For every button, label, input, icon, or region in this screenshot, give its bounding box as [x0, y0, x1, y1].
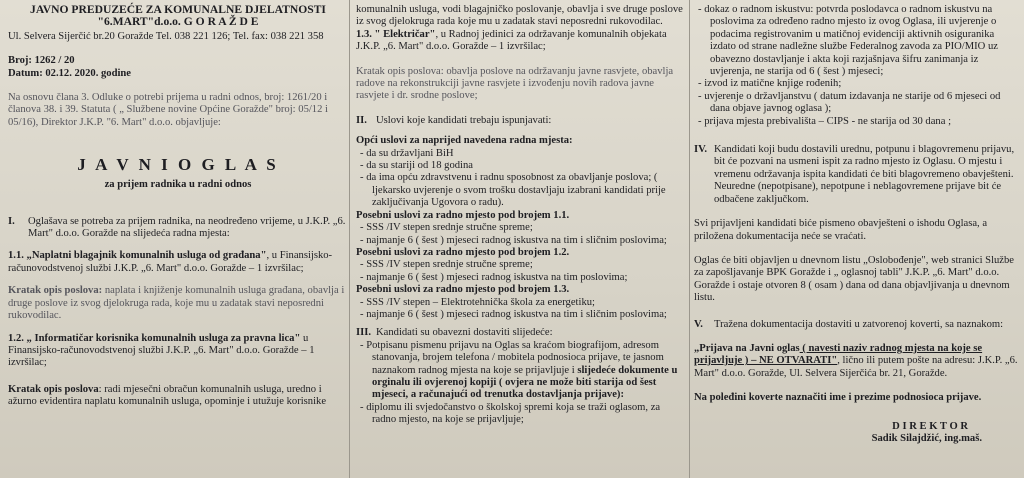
list-item: - Potpisanu pismenu prijavu na Oglas sa kraćom biografijom, adresom stanovanja, brojem telefona / mobitela podnosioca prijave, te jasnom naznakom radnog mjesta na koje se prijavljuje i slijedeće dokumente u orginalu ili ovjerenoj kopiji ( ovjera ne može biti starija od šest mjeseci, a računajući od trenutka dostavljanja prijave):: [360, 339, 678, 401]
list-item: - da su državljani BiH: [360, 147, 454, 159]
description-1: Kratak opis poslova: naplata i knjiženje komunalnih usluga građana, obavlja i druge poslove iz svog djelokruga rada, koje mu u zadatak stavi neposredni rukovodilac.: [8, 285, 345, 322]
column-middle: [356, 0, 686, 478]
description-3: Kratak opis poslova: obavlja poslove na održavanju javne rasvjete, obavlja radove na rekonstrukciji javne rasvjete i izvođenju novih radova javne rasvjete i dr. srodne poslove;: [356, 65, 674, 102]
intro-text: Na osnovu člana 3. Odluke o potrebi prijema u radni odnos, broj: 1261/20 i članova 38. i 39. Statuta ( „ Službene novine Općine Goražde" broj: 05/12 i 05/16), Direktor J.K.P. "6. Mart" d.o.o. objavljuje:: [8, 92, 328, 128]
list-item: - najmanje 6 ( šest ) mjeseci radnog iskustva na tim i sličnim poslovima;: [360, 308, 667, 320]
documents-list: [694, 4, 1020, 128]
general-conditions-title: Opći uslovi za naprijed navedena radna mjesta:: [356, 135, 573, 147]
special-conditions-1-1-title: Posebni uslovi za radno mjesto pod brojem 1.1.: [356, 209, 570, 221]
section-4-note: Neuredne (nepotpisane), nepotpune i neblagovremene prijave bit će odbačene zaključkom.: [714, 181, 1002, 205]
list-item: - SSS /IV stepen srednje stručne spreme;: [360, 259, 533, 271]
section-number: I.: [8, 215, 15, 227]
list-item: - najmanje 6 ( šest ) mjeseci radnog iskustva na tim i sličnim poslovima;: [360, 234, 667, 246]
org-address: Ul. Selvera Sijerčić br.20 Goražde Tel. 038 221 126; Tel. fax: 038 221 358: [8, 30, 324, 42]
notification-text: Svi prijavljeni kandidati biće pismeno obavješteni o ishodu Oglasa, a priložena dokumentacija neće se vraćati.: [694, 218, 988, 242]
section-5: V. Tražena dokumentacija dostaviti u zatvorenoj koverti, sa naznakom:: [694, 318, 1004, 330]
column-divider: [689, 0, 690, 478]
list-item: - da su stariji od 18 godina: [360, 160, 473, 172]
column-left: [8, 0, 348, 478]
column-divider: [349, 0, 350, 478]
special-conditions-1-2-title: Posebni uslovi za radno mjesto pod brojem 1.2.: [356, 246, 570, 258]
list-item: - SSS /IV stepen – Elektrotehnička škola za energetiku;: [360, 296, 595, 308]
position-1-2: 1.2. „ Informatičar korisnika komunalnih usluga za pravna lica" u Finansijsko-računovodstvenoj službi J.K.P. „6. Mart" d.o.o. Goražde – 1 izvršilac;: [8, 332, 315, 369]
special-conditions-1-3-title: Posebni uslovi za radno mjesto pod brojem 1.3.: [356, 284, 570, 296]
doc-number: Broj: 1262 / 20: [8, 55, 75, 67]
section-2: II. Uslovi koje kandidati trebaju ispunjavati:: [356, 114, 552, 126]
notice-subtitle: za prijem radnika u radni odnos: [104, 179, 252, 191]
list-item: - dokaz o radnom iskustvu: potvrda poslodavca o radnom iskustvu na poslovima za određeno radno mjesto iz ovog Oglasa, ili uvjerenje o podacima registrovanim u matičnoj evidenciji aktivnih osiguranika izdato od strane nadležne službe Federalnog zavoda za PIO/MIO uz obavezno dostavljanje i akta koji razjašnjava šifru zanimanja iz uvjerenja, ne starija od 6 ( šest ) mjeseci;: [698, 4, 998, 78]
description-2: Kratak opis poslova: radi mjesečni obračun komunalnih usluga, uredno i ažurno evidentira naplatu komunalnih usluga, opominje i utužuje korisnike: [8, 383, 327, 408]
list-item: - diplomu ili svjedočanstvo o školskoj spremi koja se traži oglasom, za radno mjesto, na koje se prijavljuje;: [360, 401, 661, 426]
org-name: JAVNO PREDUZEĆE ZA KOMUNALNE DJELATNOSTI: [30, 3, 326, 16]
list-item: - prijava mjesta prebivališta – CIPS - ne starija od 30 dana ;: [698, 115, 952, 127]
position-1-1: 1.1. „Naplatni blagajnik komunalnih usluga od građana", u Finansijsko-računovodstvenoj službi J.K.P. „6. Mart" d.o.o. Goražde – 1 izvršilac;: [8, 250, 333, 274]
signature-title: D I R E K T O R: [892, 420, 968, 432]
list-item: - najmanje 6 ( šest ) mjeseci radnog iskustva na tim poslovima;: [360, 271, 628, 283]
envelope-label: „Prijava na Javni oglas ( navesti naziv radnog mjesta na koje se prijavljuje ) – NE OTVARATI", lično ili putem pošte na adresu: J.K.P. „6. Mart" d.o.o. Goražde, Ul. Selvera Sijerčića br. 21, Goražde.: [694, 342, 1018, 379]
section-1: I. Oglašava se potreba za prijem radnika, na neodređeno vrijeme, u J.K.P. „6. Mart" d.o.o. Goražde na slijedeća radna mjesta:: [8, 215, 346, 240]
position-1-3: 1.3. " Električar", u Radnoj jedinici za održavanje komunalnih objekata J.K.P. „6. Mart" d.o.o. Goražde – 1 izvršilac;: [356, 28, 667, 53]
org-name-short: "6.MART"d.o.o. G O R A Ž D E: [97, 15, 259, 29]
description-2-cont: komunalnih usluga, vodi blagajničko poslovanje, obavlja i sve druge poslove iz svog djelokruga rada koje mu u zadatak stavi neposredni rukovodilac.: [356, 4, 683, 28]
signature-name: Sadik Silajdžić, ing.maš.: [871, 432, 982, 444]
list-item: - SSS /IV stepen srednje stručne spreme;: [360, 222, 533, 234]
envelope-back-note: Na poleđini koverte naznačiti ime i prezime podnosioca prijave.: [694, 392, 982, 404]
list-item: - uvjerenje o državljanstvu ( datum izdavanja ne starije od 6 mjeseci od dana objave javnog oglasa );: [698, 90, 1001, 115]
section-3: III. Kandidati su obavezni dostaviti slijedeće:: [356, 327, 553, 339]
publication-text: Oglas će biti objavljen u dnevnom listu „Oslobođenje", web stranici Službe za zapošljavanje BPK Goražde i „ oglasnoj tabli" J.K.P. „6. Mart" d.o.o. Goražde i ostaje otvoren 8 ( osam ) dana od dana objavljivanja u dnevnom listu.: [694, 254, 1015, 304]
doc-date: Datum: 02.12. 2020. godine: [8, 67, 132, 79]
list-item: - izvod iz matične knjige rođenih;: [698, 78, 842, 90]
column-right: [694, 0, 1020, 478]
general-conditions-list: [356, 148, 686, 210]
section-4: IV. Kandidati koji budu dostavili urednu, potpunu i blagovremenu prijavu, bit će pozvani na usmeni ispit za radno mjesto iz Oglasu. O mjestu i vremenu održavanja ispita kandidati će biti blagovremeno obavješteni.: [694, 144, 1015, 180]
list-item: - da ima opću zdravstvenu i radnu sposobnost za obavljanje poslova; ( ljekarsko uvjerenje o svom trošku dostavljaju izabrani kandidati prije zaključivanja Ugovora o radu).: [360, 172, 666, 209]
notice-title: J A V N I O G L A S: [77, 155, 279, 175]
